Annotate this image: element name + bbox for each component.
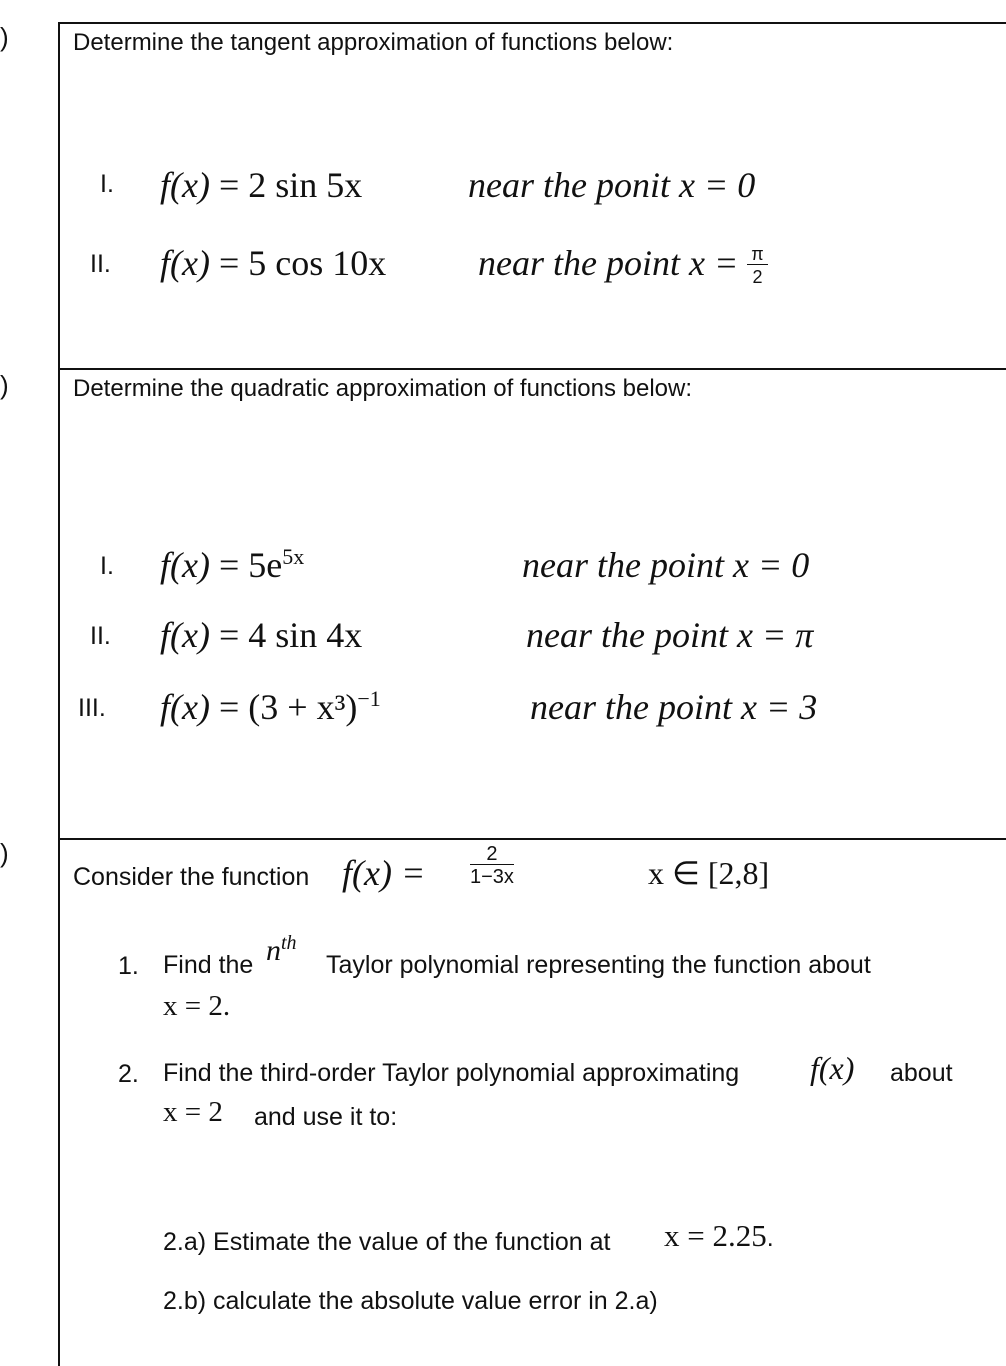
q1-item-2-rhs: = 5 cos 10x [218,243,387,283]
q3-task-2-number: 2. [118,1060,139,1088]
q1-item-1-formula [160,164,362,206]
q3-function-lhs: f(x) = [342,853,426,893]
q3-sub-b: 2.b) calculate the absolute value error in 2.a) [163,1287,658,1315]
q1-item-2-formula [160,242,386,284]
q3-domain: x ∈ [2,8] [648,855,770,891]
q2-item-1-rhs: = 5e [218,545,283,585]
q3-task-1-n-base: n [266,934,281,967]
q2-item-3-near: near the point x = 3 [530,687,818,727]
q1-item-1-lhs: f(x) [160,165,210,205]
q3-task-2-text-a: Find the third-order Taylor polynomial approximating [163,1059,740,1087]
q2-item-2-number: II. [90,622,111,650]
table-row-divider-1 [58,368,1006,370]
q2-item-1-exponent: 5x [282,544,305,569]
q2-item-3-number: III. [78,694,106,722]
q1-item-2-fraction [747,244,767,289]
q1-item-1-rhs: = 2 sin 5x [218,165,363,205]
question-marker-2: ) [0,370,9,400]
q3-frac-denominator: 1−3x [470,866,514,888]
q2-item-3-formula [160,686,381,728]
q3-task-2-line2-text: and use it to: [254,1103,398,1131]
q1-item-1-number: I. [100,170,114,198]
q1-header: Determine the tangent approximation of functions below: [73,29,674,56]
q2-item-3-rhs: = (3 + x³) [218,687,358,727]
question-marker-1: ) [0,22,9,52]
q2-item-2-lhs: f(x) [160,615,210,655]
q3-task-1-number: 1. [118,952,139,980]
q3-sub-a-math [664,1218,774,1254]
q2-item-1-lhs: f(x) [160,545,210,585]
question-marker-3: ) [0,838,9,868]
q2-item-2-near: near the point x = π [526,615,814,655]
q1-item-2-near [478,242,768,289]
q3-sub-a-period: . [766,1224,774,1252]
q3-sub-a-text: 2.a) Estimate the value of the function at [163,1228,611,1256]
q3-frac-numerator: 2 [470,844,514,865]
q1-item-2-frac-numerator: π [747,244,767,265]
q3-task-1-n-sup: th [281,932,297,954]
q3-task-1-line2: x = 2. [163,990,231,1022]
q2-item-2-formula [160,614,362,656]
q3-task-2-text-b: about [890,1059,953,1087]
q3-sub-a-value: x = 2.25 [664,1218,767,1253]
q1-item-2-frac-denominator: 2 [752,267,763,288]
q1-item-2-near-text: near the point x = [478,243,739,283]
q2-item-3-exponent: −1 [357,686,381,711]
q3-function-fraction [470,844,514,889]
q2-item-1-number: I. [100,552,114,580]
q2-item-2-rhs: = 4 sin 4x [218,615,363,655]
q2-item-3-lhs: f(x) [160,687,210,727]
table-vertical-rule [58,22,60,1366]
table-row-divider-2 [58,838,1006,840]
q3-task-2-fx: f(x) [810,1050,855,1086]
q3-task-1-n [266,932,297,968]
q3-task-2-line2-math: x = 2 [163,1096,223,1128]
q2-item-1-formula [160,544,304,586]
q1-item-1-near: near the ponit x = 0 [468,165,756,205]
q3-intro: Consider the function [73,863,310,891]
table-top-rule [58,22,1006,24]
q3-task-1-text-a: Find the [163,951,254,979]
q2-header: Determine the quadratic approximation of functions below: [73,375,693,402]
q3-fraction [470,844,514,889]
q3-task-1-text-b: Taylor polynomial representing the function about [326,951,871,979]
q1-item-2-lhs: f(x) [160,243,210,283]
q1-item-2-number: II. [90,250,111,278]
q2-item-1-near: near the point x = 0 [522,545,810,585]
